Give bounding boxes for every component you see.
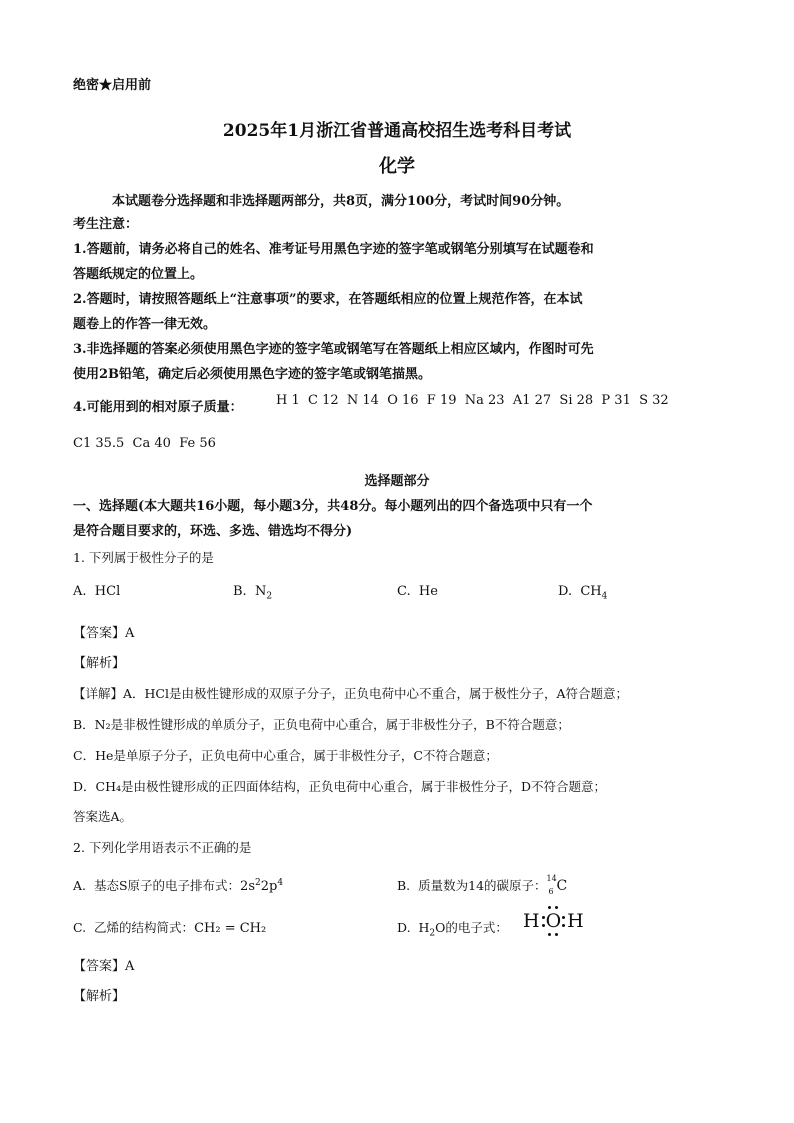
notice-heading: 考生注意： bbox=[73, 217, 139, 232]
notice-line-3: 2.答题时，请按照答题纸上“注意事项”的要求，在答题纸相应的位置上规范作答，在本试 bbox=[73, 292, 583, 307]
notice-line-6: 使用2B铅笔，确定后必须使用黑色字迹的签字笔或钢笔描黑。 bbox=[73, 367, 432, 382]
q2-option-b: B. 质量数为14的碳原子： 14 6 C bbox=[397, 873, 568, 896]
water-lewis-structure: H O H bbox=[523, 910, 584, 932]
notice-line-2: 答题纸规定的位置上。 bbox=[73, 267, 204, 282]
q1-detail-line-1: 【详解】A．HCl是由极性键形成的双原子分子，正负电荷中心不重合，属于极性分子，A符合题意； bbox=[73, 686, 629, 701]
notice-line-5: 3.非选择题的答案必须使用黑色字迹的签字笔或钢笔写在答题纸上相应区域内，作图时可先 bbox=[73, 342, 594, 357]
q1-answer: 【答案】A bbox=[73, 626, 135, 641]
q2-option-c: C. 乙烯的结构简式：CH₂ = CH₂ bbox=[73, 920, 267, 936]
q1-option-c: C. He bbox=[397, 584, 438, 599]
shared-pair-right bbox=[561, 912, 567, 932]
q2-option-d: D. $H_2O$的电子式： bbox=[397, 920, 508, 939]
q1-detail-line-4: D．CH₄是由极性键形成的正四面体结构，正负电荷中心重合，属于非极性分子，D不符合题意； bbox=[73, 779, 607, 794]
subject-title: 化学 bbox=[379, 156, 415, 177]
q1-option-d: D. $CH_4$ bbox=[558, 584, 608, 602]
q1-analysis-tag: 【解析】 bbox=[73, 656, 126, 671]
q1-option-a: A. HCl bbox=[73, 584, 121, 599]
q2-answer: 【答案】A bbox=[73, 959, 135, 974]
atomic-masses-line-1: H 1 C 12 N 14 O 16 F 19 Na 23 A1 27 Si 28 P 31 S 32 bbox=[276, 393, 669, 408]
intro-text: 本试题卷分选择题和非选择题两部分，共8页，满分100分，考试时间90分钟。 bbox=[112, 194, 570, 209]
notice-line-4: 题卷上的作答一律无效。 bbox=[73, 317, 217, 332]
q1-option-b: B. $N_2$ bbox=[233, 584, 273, 602]
section-heading-2: 是符合题目要求的，环选、多选、错选均不得分) bbox=[73, 524, 353, 539]
section-heading-1: 一、选择题(本大题共16小题，每小题3分，共48分。每小题列出的四个备选项中只有一个 bbox=[73, 499, 593, 514]
q1-detail-line-3: C．He是单原子分子，正负电荷中心重合，属于非极性分子，C不符合题意； bbox=[73, 748, 498, 763]
atomic-masses-line-2: C1 35.5 Ca 40 Fe 56 bbox=[73, 436, 216, 451]
notice-line-1: 1.答题前，请务必将自己的姓名、准考证号用黑色字迹的签字笔或钢笔分别填写在试题卷和 bbox=[73, 242, 594, 257]
exam-title: 2025年1月浙江省普通高校招生选考科目考试 bbox=[222, 121, 572, 141]
oxygen-with-lone-pairs: O bbox=[546, 910, 562, 932]
q2-option-a: A. 基态S原子的电子排布式：$2s^22p^4$ bbox=[73, 877, 284, 894]
confidential-mark: 绝密★启用前 bbox=[73, 78, 152, 93]
q1-detail-line-5: 答案选A。 bbox=[73, 809, 133, 824]
section-title: 选择题部分 bbox=[364, 474, 430, 489]
q1-detail-line-2: B．N₂是非极性键形成的单质分子，正负电荷中心重合，属于非极性分子，B不符合题意； bbox=[73, 717, 570, 732]
q2-analysis-tag: 【解析】 bbox=[73, 989, 126, 1004]
nuclide-indices: 14 6 bbox=[546, 873, 557, 896]
q2-stem: 2. 下列化学用语表示不正确的是 bbox=[73, 840, 252, 855]
q1-stem: 1. 下列属于极性分子的是 bbox=[73, 550, 214, 565]
notice-item-4-label: 4.可能用到的相对原子质量： bbox=[73, 400, 243, 415]
